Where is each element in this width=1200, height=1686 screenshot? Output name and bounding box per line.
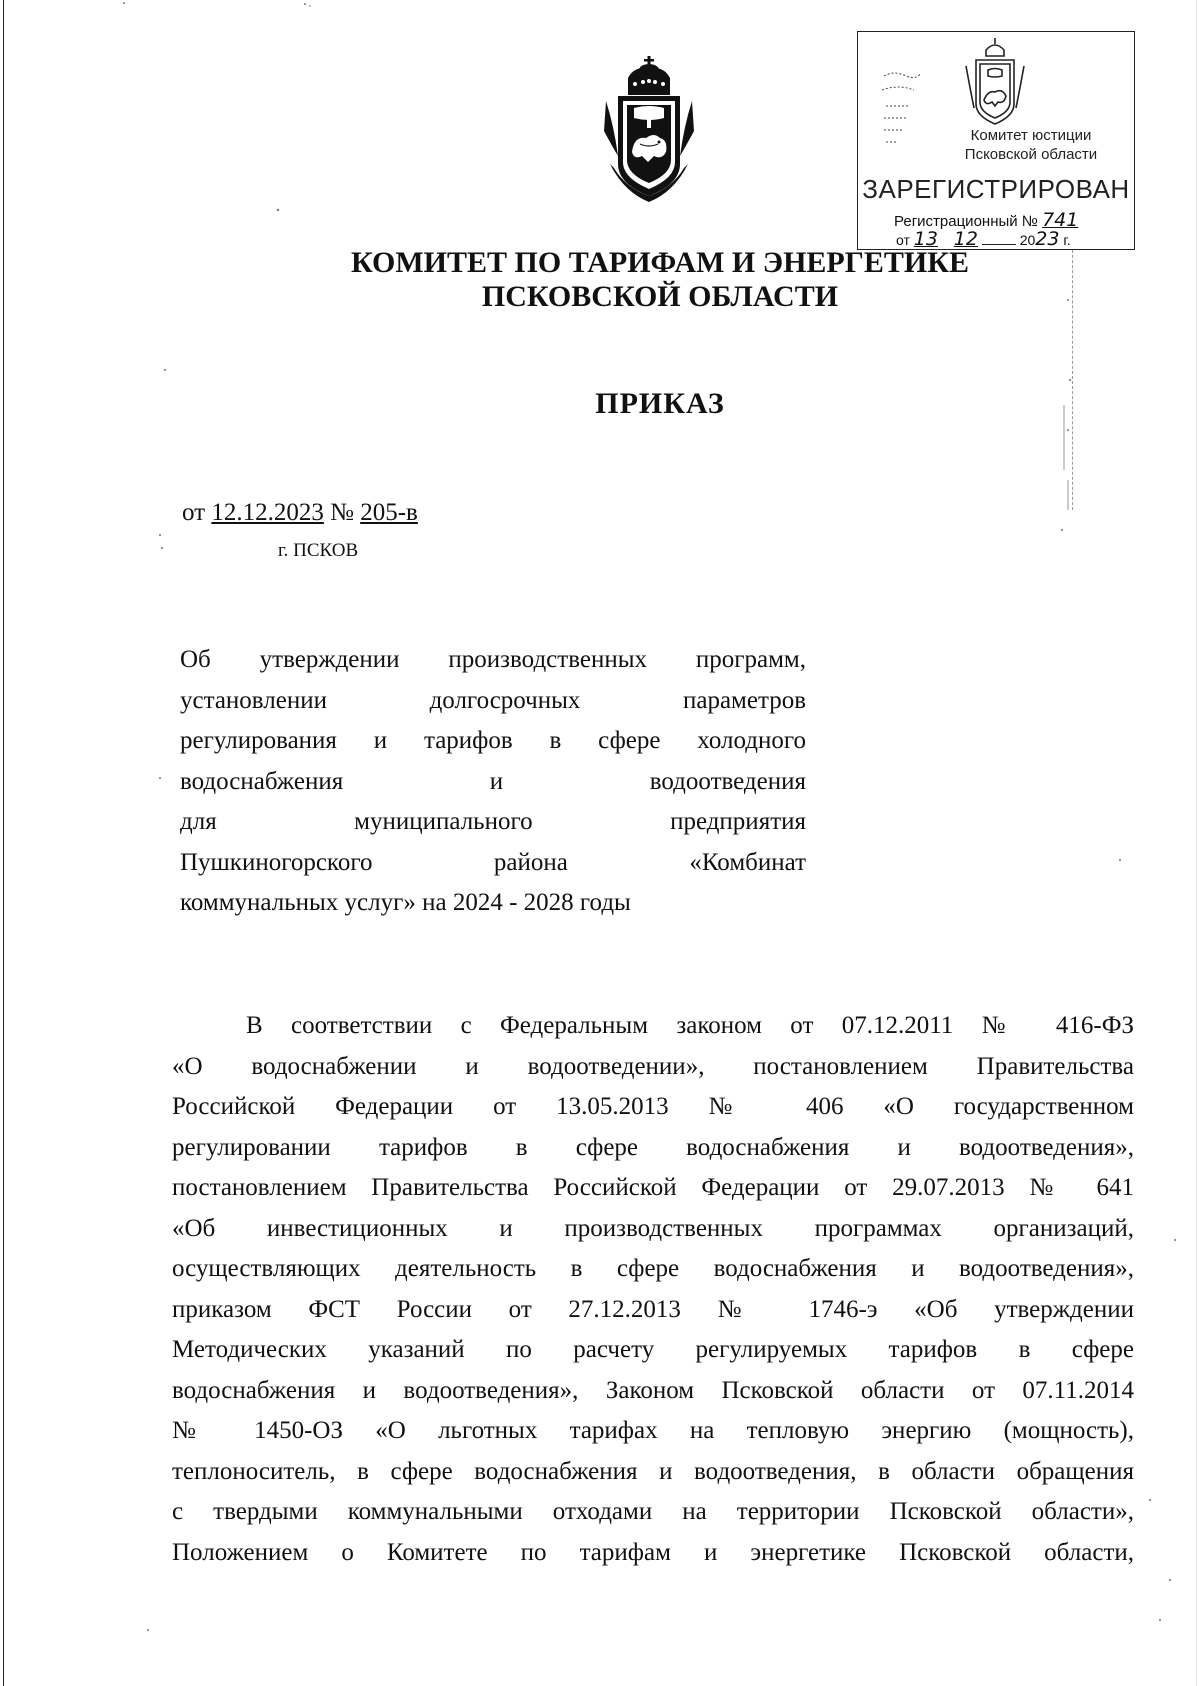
stamp-date-suffix: г. xyxy=(1063,232,1071,248)
subject-line: водоснабжения и водоотведения xyxy=(180,767,806,795)
stamp-reg-number: 741 xyxy=(1042,209,1079,231)
subject-line: для муниципального предприятия xyxy=(180,808,806,835)
subject-line: установлении долгосрочных параметров xyxy=(180,686,806,714)
stamp-date-day: 13 xyxy=(913,228,938,250)
order-number-sign: № xyxy=(330,499,354,526)
registration-stamp xyxy=(857,31,1135,250)
body-line: «Об инвестиционных и производственных программах организаций, xyxy=(172,1214,1134,1242)
coat-of-arms-icon xyxy=(604,56,694,206)
stamp-date-prefix: от xyxy=(896,232,910,248)
body-line: регулировании тарифов в сфере водоснабжения и водоотведения», xyxy=(172,1133,1134,1161)
body-line: постановлением Правительства Российской Федерации от 29.07.2013 № 641 xyxy=(172,1174,1134,1201)
order-city: г. ПСКОВ xyxy=(278,540,359,561)
org-title-line1: КОМИТЕТ ПО ТАРИФАМ И ЭНЕРГЕТИКЕ xyxy=(351,246,969,279)
stamp-date-month: 12 xyxy=(953,228,978,250)
order-subject xyxy=(180,640,806,924)
stamp-org-line2: Псковской области xyxy=(964,146,1098,163)
body-line: с твердыми коммунальными отходами на территории Псковской области», xyxy=(172,1498,1134,1525)
order-date: 12.12.2023 xyxy=(211,499,324,526)
order-number: 205-в xyxy=(360,499,418,526)
subject-line: Об утверждении производственных программ, xyxy=(180,646,806,673)
stamp-status: ЗАРЕГИСТРИРОВАН xyxy=(862,174,1130,204)
document-type-title: ПРИКАЗ xyxy=(595,387,725,420)
body-line: Методических указаний по расчету регулируемых тарифов в сфере xyxy=(172,1336,1134,1363)
stamp-dashed-edge xyxy=(1072,250,1074,510)
body-line: «О водоснабжении и водоотведении», постановлением Правительства xyxy=(172,1052,1134,1080)
body-line: Российской Федерации от 13.05.2013 № 406 «О государственном xyxy=(172,1093,1134,1120)
org-title-line2: ПСКОВСКОЙ ОБЛАСТИ xyxy=(481,280,839,313)
scan-edge-line xyxy=(3,0,4,1686)
stamp-reg-label: Регистрационный № xyxy=(894,213,1038,230)
stamp-scribble-mark xyxy=(880,68,930,158)
order-preamble xyxy=(172,1006,1134,1573)
subject-line: регулирования и тарифов в сфере холодного xyxy=(180,727,806,754)
body-line: приказом ФСТ России от 27.12.2013 № 1746-э «Об утверждении xyxy=(172,1295,1134,1323)
subject-line: коммунальных услуг» на 2024 - 2028 годы xyxy=(180,889,631,916)
stamp-org-line1: Комитет юстиции xyxy=(970,127,1092,144)
scan-edge-line-right xyxy=(1196,0,1197,1686)
stamp-date-year: 23 xyxy=(1035,228,1060,250)
body-line: № 1450-ОЗ «О льготных тарифах на тепловую энергию (мощность), xyxy=(172,1417,1134,1444)
body-line: осуществляющих деятельность в сфере водоснабжения и водоотведения», xyxy=(172,1255,1134,1282)
stamp-coat-of-arms-icon xyxy=(962,38,1028,134)
body-line: Положением о Комитете по тарифам и энергетике Псковской области, xyxy=(172,1538,1134,1566)
subject-line: Пушкиногорского района «Комбинат xyxy=(180,848,806,876)
body-line: В соответствии с Федеральным законом от 07.12.2011 № 416-ФЗ xyxy=(246,1012,1134,1039)
order-date-number xyxy=(182,499,418,527)
body-line: водоснабжения и водоотведения», Законом Псковской области от 07.11.2014 xyxy=(172,1376,1134,1404)
order-date-prefix: от xyxy=(182,499,206,526)
stamp-date-year-prefix: 20 xyxy=(1019,232,1036,248)
body-line: теплоноситель, в сфере водоснабжения и водоотведения, в области обращения xyxy=(172,1457,1134,1485)
